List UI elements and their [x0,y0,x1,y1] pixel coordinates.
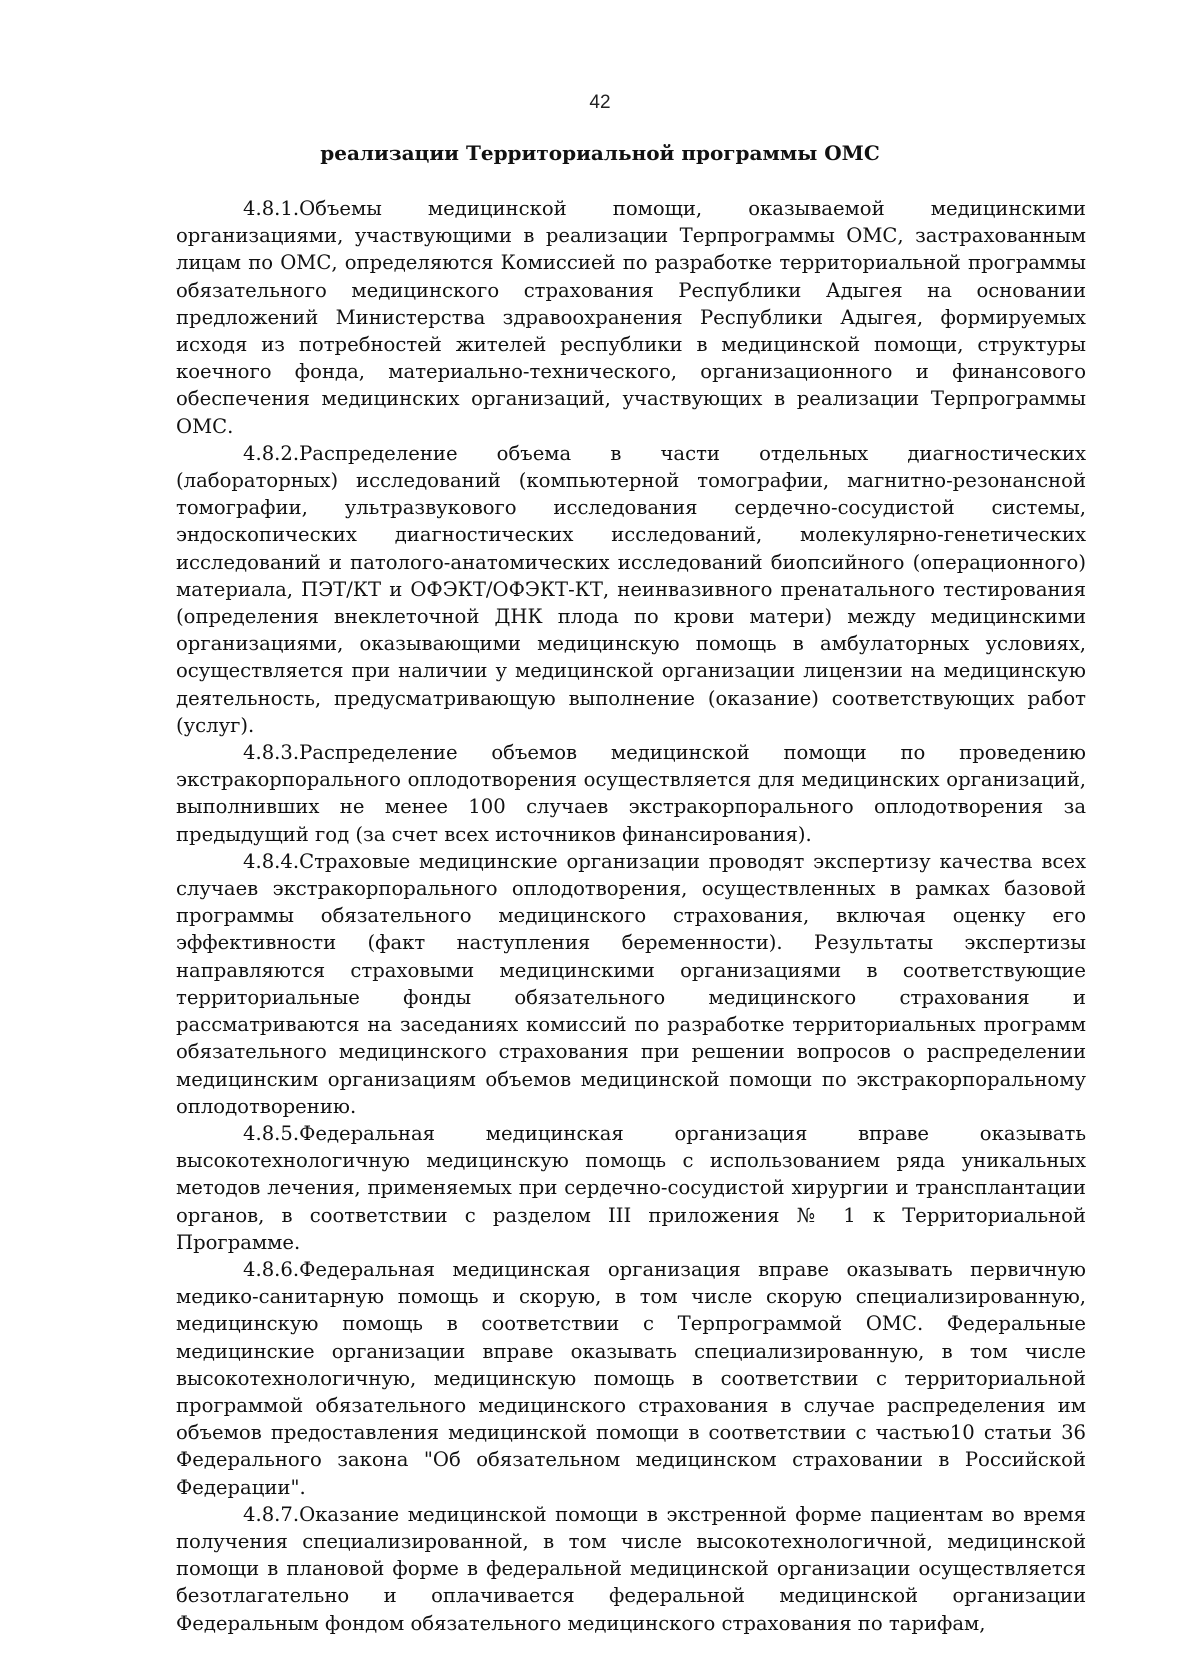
paragraph-4-8-3: 4.8.3.Распределение объемов медицинской помощи по проведению экстракорпорального оплодотворения осуществляется для медицинских организаций, выполнивших не менее 100 случаев экстракорпорального оплодотворения за предыдущий год (за счет всех источников финансирования). [176,741,1086,846]
paragraph-4-8-7: 4.8.7.Оказание медицинской помощи в экстренной форме пациентам во время получения специализированной, в том числе высокотехнологичной, медицинской помощи в плановой форме в федеральной медицинской организации осуществляется безотлагательно и оплачивается федеральной медицинской организации Федеральным фондом обязательного медицинского страхования по тарифам, [176,1502,1086,1635]
body-text [176,195,1086,1637]
paragraph-4-8-2: 4.8.2.Распределение объема в части отдельных диагностических (лабораторных) исследований (компьютерной томографии, магнитно-резонансной томографии, ультразвукового исследования сердечно-сосудистой системы, эндоскопических диагностических исследований, молекулярно-генетических исследований и патолого-анатомических исследований биопсийного (операционного) материала, ПЭТ/КТ и ОФЭКТ/ОФЭКТ-КТ, неинвазивного пренатального тестирования (определения внеклеточной ДНК плода по крови матери) между медицинскими организациями, оказывающими медицинскую помощь в амбулаторных условиях, осуществляется при наличии у медицинской организации лицензии на медицинскую деятельность, предусматривающую выполнение (оказание) соответствующих работ (услуг). [176,441,1086,737]
paragraph-4-8-1: 4.8.1.Объемы медицинской помощи, оказываемой медицинскими организациями, участвующими в реализации Терпрограммы ОМС, застрахованным лицам по ОМС, определяются Комиссией по разработке территориальной программы обязательного медицинского страхования Республики Адыгея на основании предложений Министерства здравоохранения Республики Адыгея, формируемых исходя из потребностей жителей республики в медицинской помощи, структуры коечного фонда, материально-технического, организационного и финансового обеспечения медицинских организаций, участвующих в реализации Терпрограммы ОМС. [176,197,1086,438]
paragraph-4-8-6: 4.8.6.Федеральная медицинская организация вправе оказывать первичную медико-санитарную помощь и скорую, в том числе скорую специализированную, медицинскую помощь в соответствии с Терпрограммой ОМС. Федеральные медицинские организации вправе оказывать специализированную, в том числе высокотехнологичную, медицинскую помощь в соответствии с территориальной программой обязательного медицинского страхования в случае распределения им объемов предоставления медицинской помощи в соответствии с частью10 статьи 36 Федерального закона "Об обязательном медицинском страховании в Российской Федерации". [176,1257,1086,1499]
paragraph-4-8-5: 4.8.5.Федеральная медицинская организация вправе оказывать высокотехнологичную медицинскую помощь с использованием ряда уникальных методов лечения, применяемых при сердечно-сосудистой хирургии и трансплантации органов, в соответствии с разделом III приложения № 1 к Территориальной Программе. [176,1121,1086,1254]
page-number: 42 [589,92,611,113]
paragraph-4-8-4: 4.8.4.Страховые медицинские организации проводят экспертизу качества всех случаев экстракорпорального оплодотворения, осуществленных в рамках базовой программы обязательного медицинского страхования, включая оценку его эффективности (факт наступления беременности). Результаты экспертизы направляются страховыми медицинскими организациями в соответствующие территориальные фонды обязательного медицинского страхования и рассматриваются на заседаниях комиссий по разработке территориальных программ обязательного медицинского страхования при решении вопросов о распределении медицинским организациям объемов медицинской помощи по экстракорпоральному оплодотворению. [176,849,1086,1118]
section-heading: реализации Территориальной программы ОМС [320,141,880,165]
